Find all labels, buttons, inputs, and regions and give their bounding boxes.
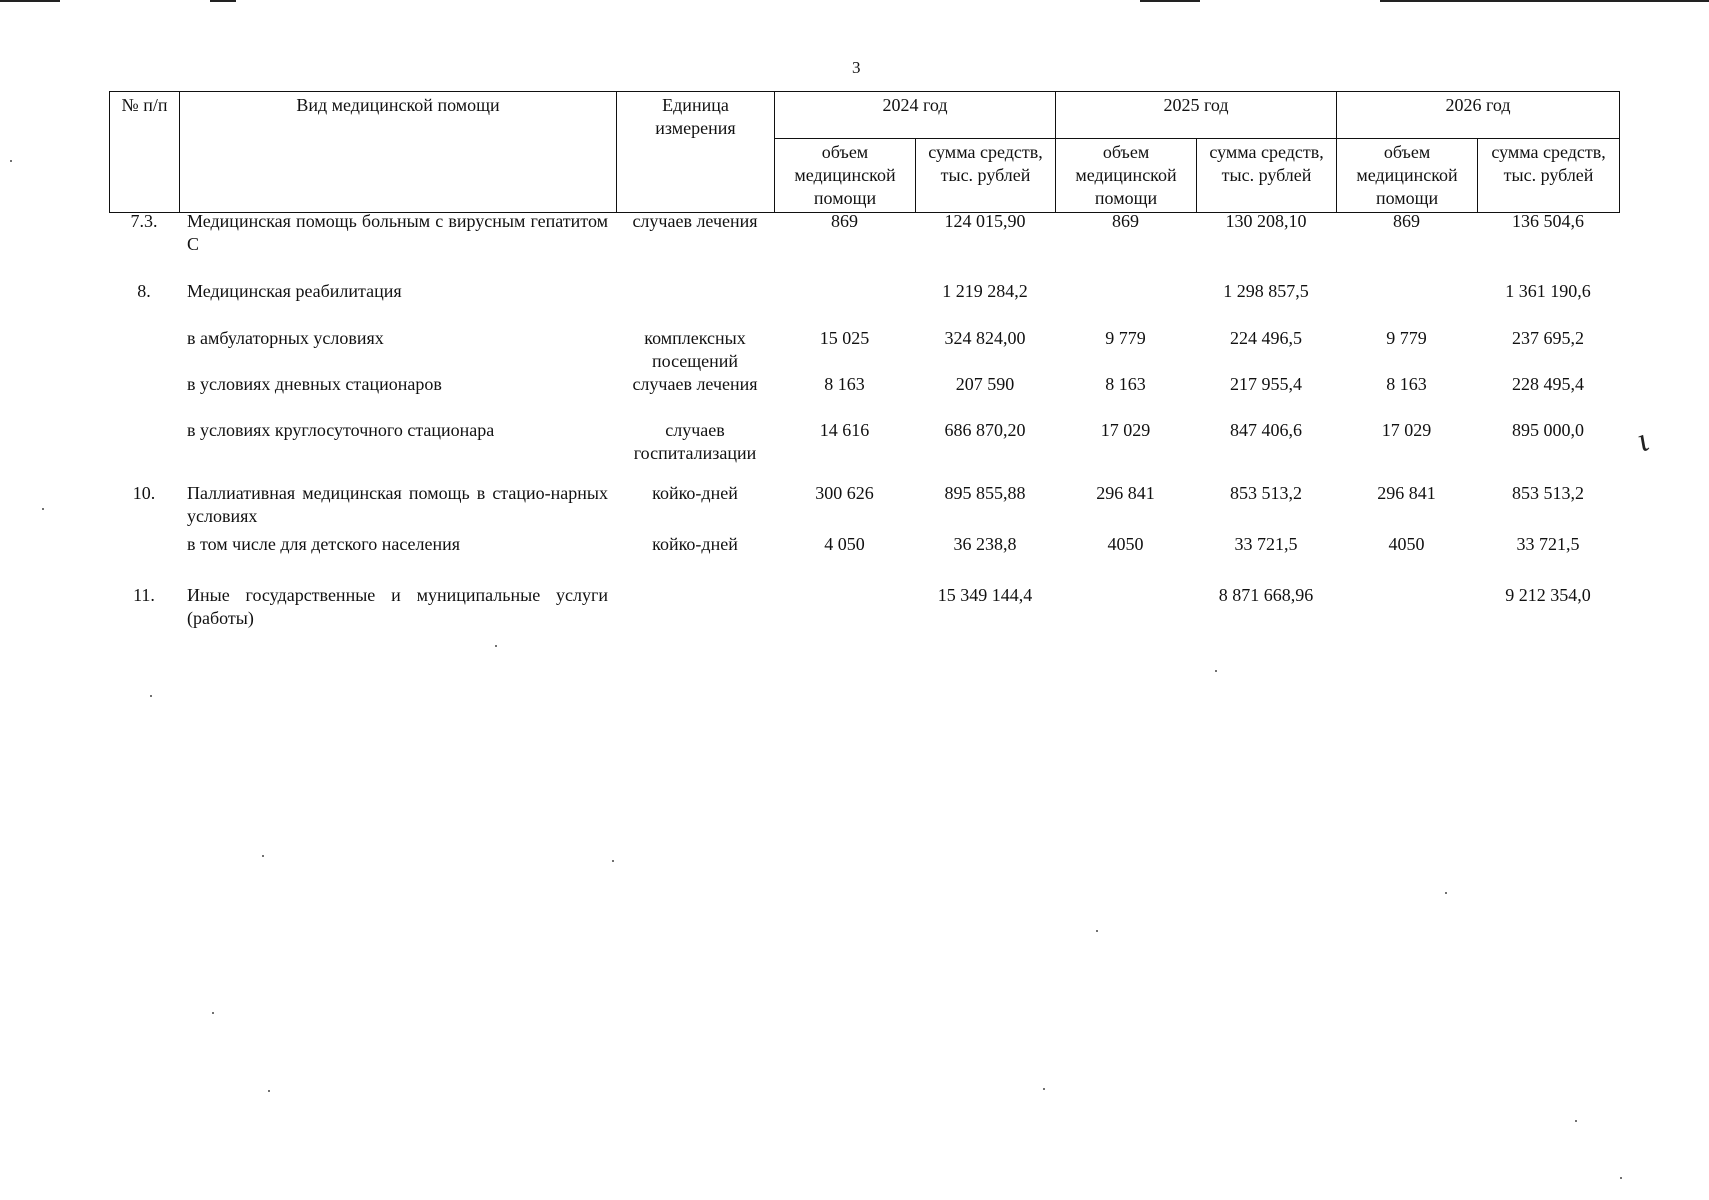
sum-2026: 9 212 354,0 <box>1505 585 1591 605</box>
row-unit <box>616 280 774 327</box>
page-number: 3 <box>852 58 861 77</box>
row-name: Медицинская помощь больным с вирусным гепатитом С <box>187 211 608 254</box>
row-num <box>109 419 179 482</box>
sum-2024: 686 870,20 <box>944 420 1026 440</box>
volume-2024: 869 <box>831 211 858 231</box>
sum-2026: 33 721,5 <box>1516 534 1580 554</box>
row-unit <box>616 584 774 644</box>
scan-edge-line <box>1140 0 1200 2</box>
volume-2024: 14 616 <box>819 420 870 440</box>
volume-2026 <box>1336 280 1477 327</box>
sum-2026: 136 504,6 <box>1512 211 1584 231</box>
scan-speck <box>1445 892 1447 894</box>
table-row <box>109 280 1619 327</box>
scan-speck <box>212 1012 214 1014</box>
row-unit: случаев госпитализации <box>633 420 757 463</box>
scan-edge-line <box>1380 0 1709 2</box>
row-unit: койко-дней <box>652 483 738 503</box>
volume-2024: 15 025 <box>819 328 870 348</box>
sum-2024: 36 238,8 <box>953 534 1017 554</box>
volume-2024: 8 163 <box>824 374 865 394</box>
sum-2025: 224 496,5 <box>1230 328 1302 348</box>
row-num: 11. <box>133 585 155 605</box>
volume-2025: 869 <box>1112 211 1139 231</box>
row-num <box>109 533 179 584</box>
volume-2025 <box>1055 280 1196 327</box>
row-name: в том числе для детского населения <box>187 534 461 554</box>
scan-speck <box>1043 1088 1045 1090</box>
header-volume: объем медицинской помощи <box>1056 139 1197 213</box>
row-unit: комплексных посещений <box>644 328 746 371</box>
scan-speck <box>495 645 497 647</box>
header-volume: объем медицинской помощи <box>1337 139 1478 213</box>
sum-2024: 895 855,88 <box>944 483 1026 503</box>
sum-2025: 217 955,4 <box>1230 374 1302 394</box>
scan-speck <box>1096 930 1098 932</box>
volume-2024: 4 050 <box>824 534 865 554</box>
scan-speck <box>1215 670 1217 672</box>
sum-2026: 853 513,2 <box>1512 483 1584 503</box>
scan-speck <box>268 1090 270 1092</box>
row-unit: случаев лечения <box>632 374 758 394</box>
volume-2025: 8 163 <box>1105 374 1146 394</box>
header-sum: сумма средств, тыс. рублей <box>1197 139 1337 213</box>
scan-speck <box>1620 1177 1622 1179</box>
volume-2024: 300 626 <box>815 483 874 503</box>
volume-2025 <box>1055 584 1196 644</box>
header-num: № п/п <box>110 92 180 213</box>
scan-edge-line <box>210 0 236 2</box>
sum-2026: 895 000,0 <box>1512 420 1584 440</box>
sum-2024: 324 824,00 <box>944 328 1026 348</box>
row-name: Паллиативная медицинская помощь в стацио-нарных условиях <box>187 483 608 526</box>
volume-2026: 869 <box>1393 211 1420 231</box>
volume-2025: 296 841 <box>1096 483 1155 503</box>
volume-2025: 4050 <box>1107 534 1144 554</box>
scan-edge-line <box>0 0 60 2</box>
volume-2026: 8 163 <box>1386 374 1427 394</box>
sum-2024: 15 349 144,4 <box>937 585 1033 605</box>
table-row <box>109 373 1619 419</box>
sum-2025: 8 871 668,96 <box>1218 585 1314 605</box>
scan-speck <box>42 508 44 510</box>
volume-2025: 17 029 <box>1100 420 1151 440</box>
sum-2025: 130 208,10 <box>1225 211 1307 231</box>
volume-2026 <box>1336 584 1477 644</box>
table-row <box>109 482 1619 533</box>
sum-2026: 1 361 190,6 <box>1505 281 1591 301</box>
row-num: 8. <box>137 281 151 301</box>
row-name: в условиях круглосуточного стационара <box>187 420 495 440</box>
volume-2024 <box>774 584 915 644</box>
table-row <box>109 327 1619 373</box>
sum-2024: 1 219 284,2 <box>942 281 1028 301</box>
row-name: Иные государственные и муниципальные услуги (работы) <box>187 585 608 628</box>
sum-2024: 207 590 <box>955 374 1015 394</box>
table-row <box>109 210 1619 280</box>
header-sum: сумма средств, тыс. рублей <box>1478 139 1620 213</box>
table-row <box>109 584 1619 644</box>
row-unit: случаев лечения <box>632 211 758 231</box>
volume-2026: 17 029 <box>1381 420 1432 440</box>
data-table <box>109 210 1619 644</box>
header-unit: Единица измерения <box>617 92 775 213</box>
scan-speck <box>612 860 614 862</box>
scan-speck <box>262 855 264 857</box>
handwritten-mark: ι <box>1631 421 1654 460</box>
header-year-2025: 2025 год <box>1056 92 1337 139</box>
sum-2026: 237 695,2 <box>1512 328 1584 348</box>
scan-speck <box>150 695 152 697</box>
row-num <box>109 327 179 373</box>
sum-2025: 33 721,5 <box>1234 534 1298 554</box>
sum-2026: 228 495,4 <box>1512 374 1584 394</box>
header-year-2024: 2024 год <box>775 92 1056 139</box>
scan-speck <box>1575 1120 1577 1122</box>
header-volume: объем медицинской помощи <box>775 139 916 213</box>
scan-speck <box>10 160 12 162</box>
volume-2026: 4050 <box>1388 534 1425 554</box>
volume-2026: 9 779 <box>1386 328 1427 348</box>
volume-2026: 296 841 <box>1377 483 1436 503</box>
volume-2025: 9 779 <box>1105 328 1146 348</box>
header-sum: сумма средств, тыс. рублей <box>916 139 1056 213</box>
sum-2025: 853 513,2 <box>1230 483 1302 503</box>
row-name: Медицинская реабилитация <box>187 281 402 301</box>
row-num: 10. <box>132 483 156 503</box>
sum-2025: 1 298 857,5 <box>1223 281 1309 301</box>
row-name: в условиях дневных стационаров <box>187 374 442 394</box>
row-unit: койко-дней <box>652 534 738 554</box>
sum-2024: 124 015,90 <box>944 211 1026 231</box>
table-row <box>109 419 1619 482</box>
volume-2024 <box>774 280 915 327</box>
row-num <box>109 373 179 419</box>
header-type: Вид медицинской помощи <box>180 92 617 213</box>
sum-2025: 847 406,6 <box>1230 420 1302 440</box>
row-num: 7.3. <box>130 211 158 231</box>
header-year-2026: 2026 год <box>1337 92 1620 139</box>
table-row <box>109 533 1619 584</box>
row-name: в амбулаторных условиях <box>187 328 384 348</box>
table-header <box>109 91 1620 213</box>
